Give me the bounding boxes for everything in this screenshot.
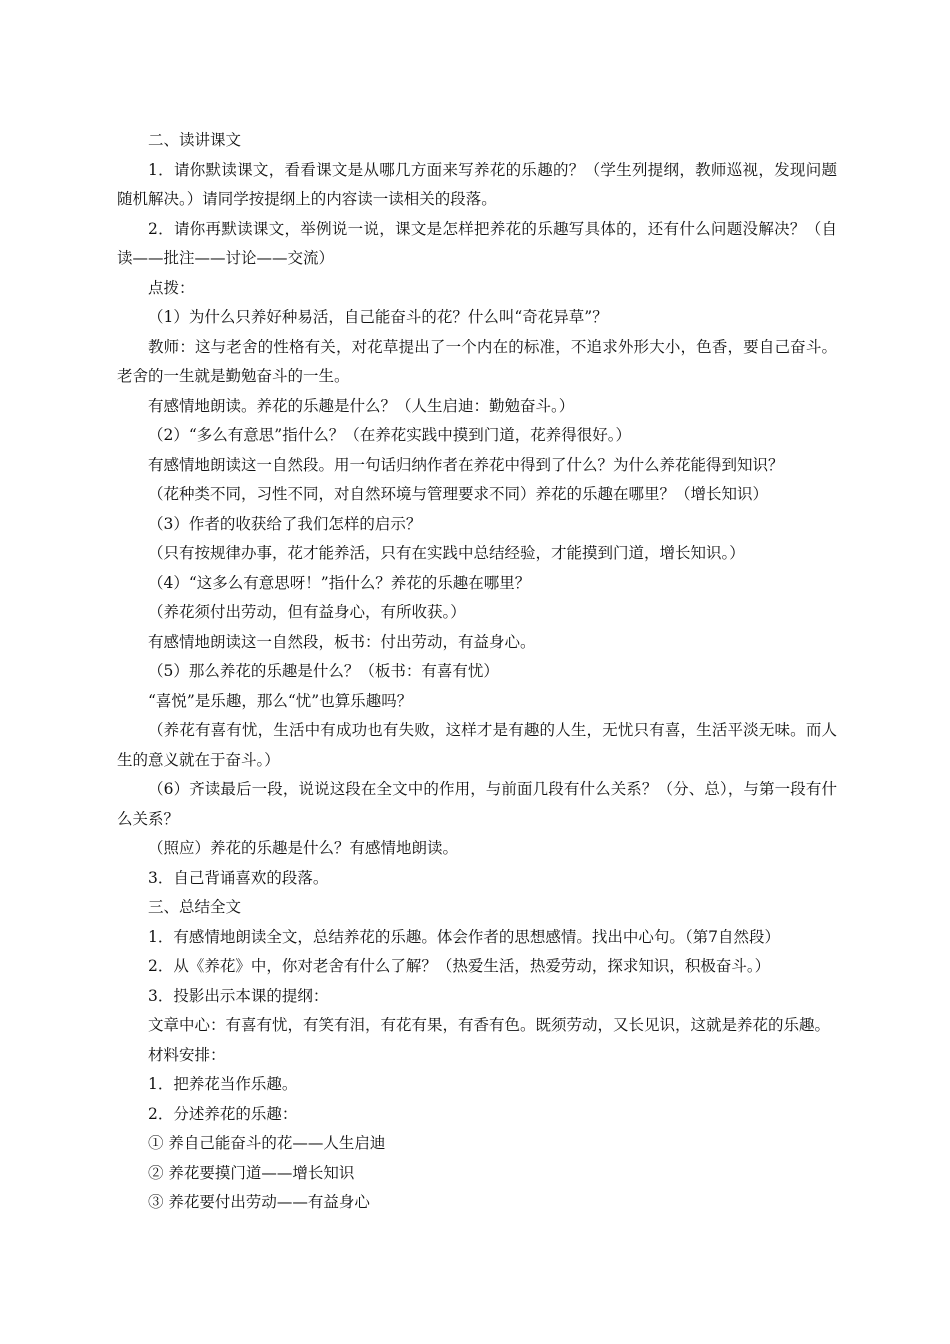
paragraph-reread-examples: 2．请你再默读课文，举例说一说，课文是怎样把养花的乐趣写具体的，还有什么问题没解决？（自读——批注——讨论——交流） [117, 219, 837, 267]
paragraph-question-4: （4）“这多么有意思呀！”指什么？养花的乐趣在哪里？ [148, 573, 531, 592]
section-heading-summary: 三、总结全文 [148, 898, 242, 916]
paragraph-silent-reading: 1．请你默读课文，看看课文是从哪几方面来写养花的乐趣的？（学生列提纲，教师巡视，发现问题随机解决。）请同学按提纲上的内容读一读相关的段落。 [117, 160, 837, 208]
paragraph-read-aloud-1: 有感情地朗读。养花的乐趣是什么？（人生启迪：勤勉奋斗。） [148, 396, 575, 415]
paragraph-question-2: （2）“多么有意思”指什么？（在养花实践中摸到门道，花养得很好。） [148, 426, 631, 444]
outline-item-1: 1．把养花当作乐趣。 [148, 1075, 298, 1093]
paragraph-central-idea: 文章中心：有喜有忧，有笑有泪，有花有果，有香有色。既须劳动，又长见识，这就是养花的乐趣。 [148, 1016, 831, 1034]
paragraph-read-aloud-3: 有感情地朗读这一自然段，板书：付出劳动，有益身心。 [148, 632, 536, 651]
paragraph-question-1: （1）为什么只养好种易活，自己能奋斗的花？什么叫“奇花异草”？ [148, 308, 608, 326]
paragraph-answer-4: （养花须付出劳动，但有益身心，有所收获。） [148, 603, 466, 621]
paragraph-teacher-note: 教师：这与老舍的性格有关，对花草提出了一个内在的标准，不追求外形大小，色香，要自己奋斗。老舍的一生就是勤勉奋斗的一生。 [117, 337, 837, 385]
outline-item-2: 2．分述养花的乐趣： [148, 1104, 298, 1123]
paragraph-question-5: （5）那么养花的乐趣是什么？（板书：有喜有忧） [148, 662, 499, 680]
outline-subitem-2: ② 养花要摸门道——增长知识 [148, 1163, 355, 1182]
outline-subitem-3: ③ 养花要付出劳动——有益身心 [148, 1193, 370, 1211]
paragraph-read-aloud-2: 有感情地朗读这一自然段。用一句话归纳作者在养花中得到了什么？为什么养花能得到知识？ [148, 455, 784, 474]
paragraph-summary-3: 3．投影出示本课的提纲： [148, 986, 329, 1005]
paragraph-summary-1: 1．有感情地朗读全文，总结养花的乐趣。体会作者的思想感情。找出中心句。（第7自然段） [148, 927, 780, 946]
paragraph-material-label: 材料安排： [148, 1045, 226, 1064]
paragraph-recite: 3．自己背诵喜欢的段落。 [148, 868, 329, 887]
outline-subitem-1: ① 养自己能奋斗的花——人生启迪 [148, 1134, 386, 1152]
paragraph-summary-2: 2．从《养花》中，你对老舍有什么了解？（热爱生活，热爱劳动，探求知识，积极奋斗。） [148, 957, 771, 975]
paragraph-joy-worry: “喜悦”是乐趣，那么“忧”也算乐趣吗？ [148, 691, 413, 710]
paragraph-answer-6: （照应）养花的乐趣是什么？有感情地朗读。 [148, 839, 459, 857]
paragraph-answer-5: （养花有喜有忧，生活中有成功也有失败，这样才是有趣的人生，无忧只有喜，生活平淡无味。而人生的意义就在于奋斗。） [117, 721, 837, 769]
paragraph-answer-2: （花种类不同，习性不同，对自然环境与管理要求不同）养花的乐趣在哪里？（增长知识） [148, 485, 769, 503]
paragraph-guidance-label: 点拨： [148, 278, 195, 297]
paragraph-question-6: （6）齐读最后一段，说说这段在全文中的作用，与前面几段有什么关系？（分、总），与第一段有什么关系？ [117, 780, 837, 828]
paragraph-answer-3: （只有按规律办事，花才能养活，只有在实践中总结经验，才能摸到门道，增长知识。） [148, 544, 745, 562]
paragraph-question-3: （3）作者的收获给了我们怎样的启示？ [148, 514, 422, 533]
section-heading-read-text: 二、读讲课文 [148, 131, 242, 149]
document-body [117, 126, 837, 1218]
